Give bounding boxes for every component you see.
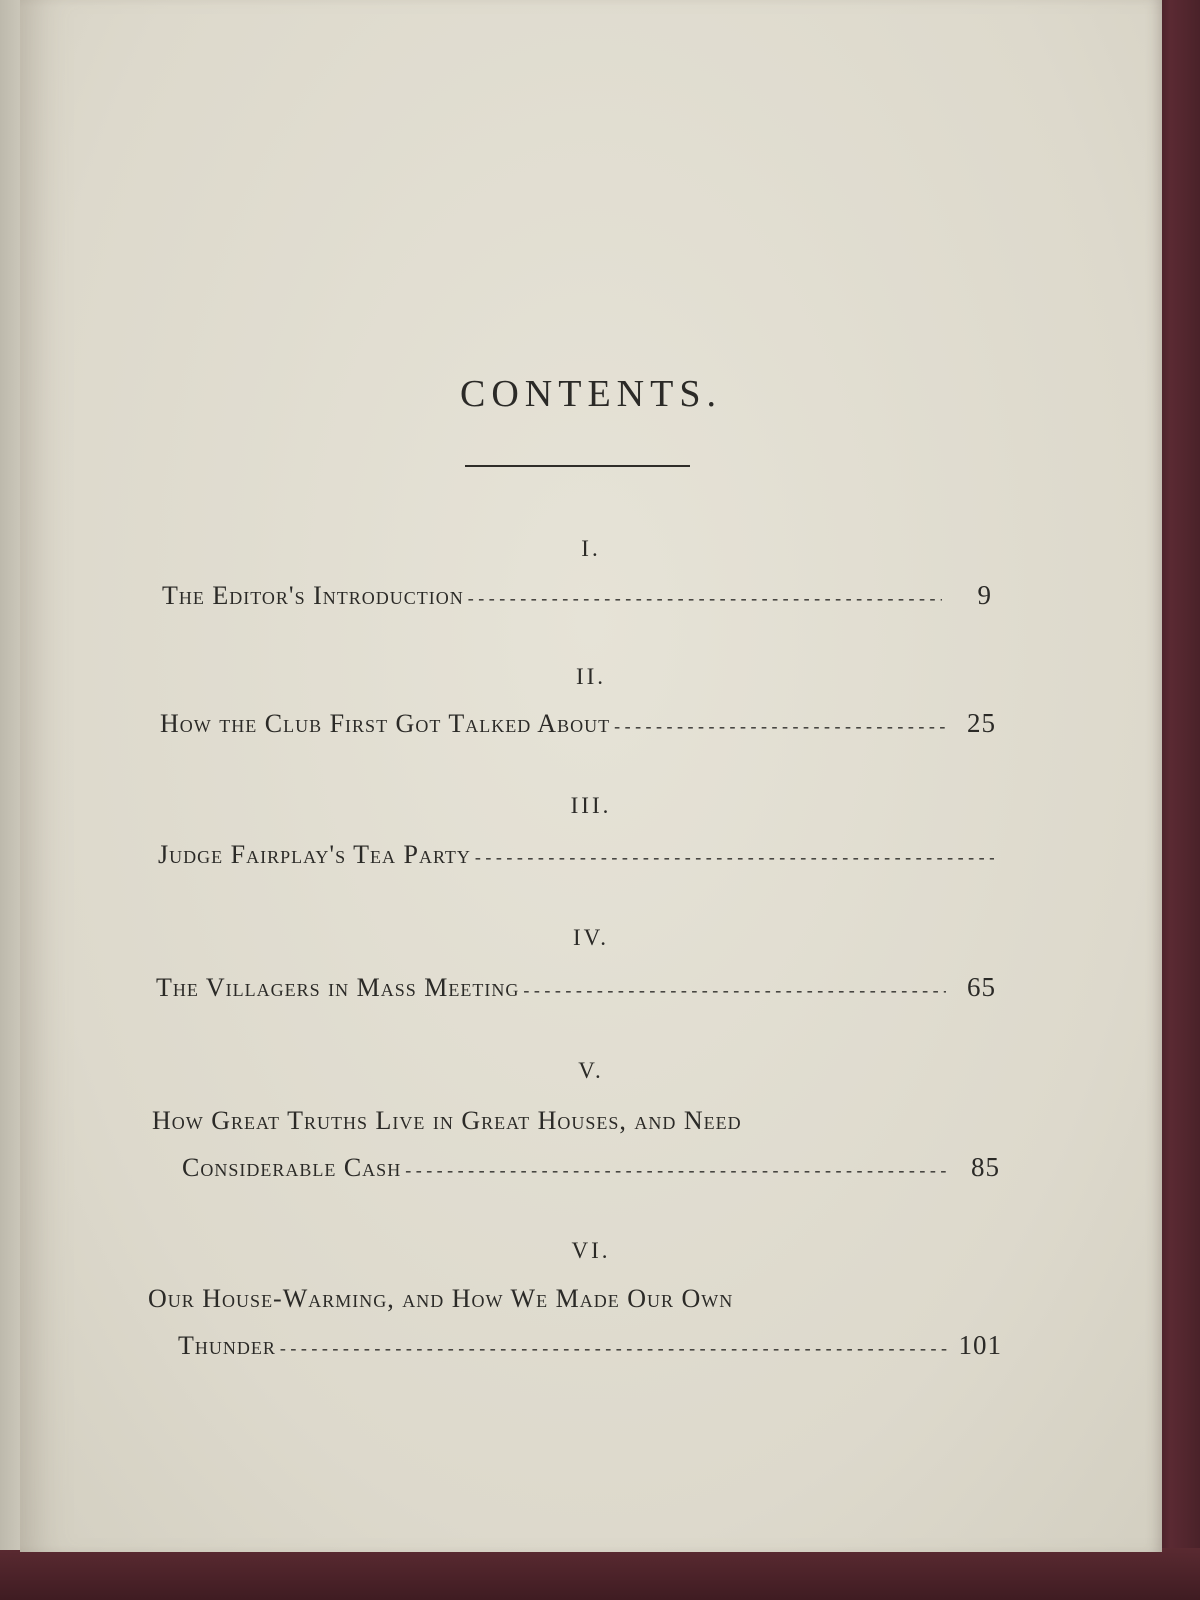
toc-entry bbox=[182, 1152, 1000, 1183]
chapter-title-line2: Thunder bbox=[178, 1331, 276, 1360]
chapter-numeral: III. bbox=[570, 793, 612, 818]
toc-entry bbox=[162, 580, 992, 611]
dot-leader bbox=[405, 1160, 950, 1181]
title-rule bbox=[465, 465, 690, 467]
table-of-contents bbox=[20, 0, 1162, 1552]
contents-title: CONTENTS. bbox=[460, 373, 722, 415]
dot-leader bbox=[614, 716, 946, 737]
toc-entry bbox=[178, 1330, 1002, 1361]
page-number: 25 bbox=[967, 708, 996, 738]
chapter-numeral: II. bbox=[575, 664, 607, 689]
chapter-numeral: I. bbox=[581, 536, 601, 561]
chapter-numeral: IV. bbox=[572, 925, 610, 950]
page-number: 65 bbox=[967, 972, 996, 1002]
book-page bbox=[20, 0, 1162, 1552]
chapter-title: Judge Fairplay's Tea Party bbox=[158, 840, 471, 869]
chapter-title: The Editor's Introduction bbox=[162, 581, 464, 610]
toc-entry bbox=[156, 972, 996, 1003]
chapter-title: How the Club First Got Talked About bbox=[160, 709, 611, 738]
chapter-numeral: VI. bbox=[571, 1238, 611, 1263]
chapter-title-line1: How Great Truths Live in Great Houses, and Need bbox=[152, 1106, 742, 1135]
book-cover-edge-bottom bbox=[0, 1548, 1200, 1600]
page-number: 101 bbox=[958, 1330, 1002, 1360]
chapter-title-line2: Considerable Cash bbox=[182, 1153, 402, 1182]
chapter-numeral: V. bbox=[578, 1058, 604, 1083]
toc-entry bbox=[160, 708, 996, 739]
page-number: 9 bbox=[977, 580, 992, 610]
dot-leader bbox=[280, 1338, 952, 1359]
dot-leader bbox=[468, 588, 942, 609]
chapter-title-line1: Our House-Warming, and How We Made Our Own bbox=[148, 1284, 734, 1313]
page-number: 85 bbox=[971, 1152, 1000, 1182]
chapter-title: The Villagers in Mass Meeting bbox=[156, 973, 520, 1002]
dot-leader bbox=[475, 847, 994, 868]
toc-entry bbox=[158, 840, 994, 870]
dot-leader bbox=[523, 980, 946, 1001]
